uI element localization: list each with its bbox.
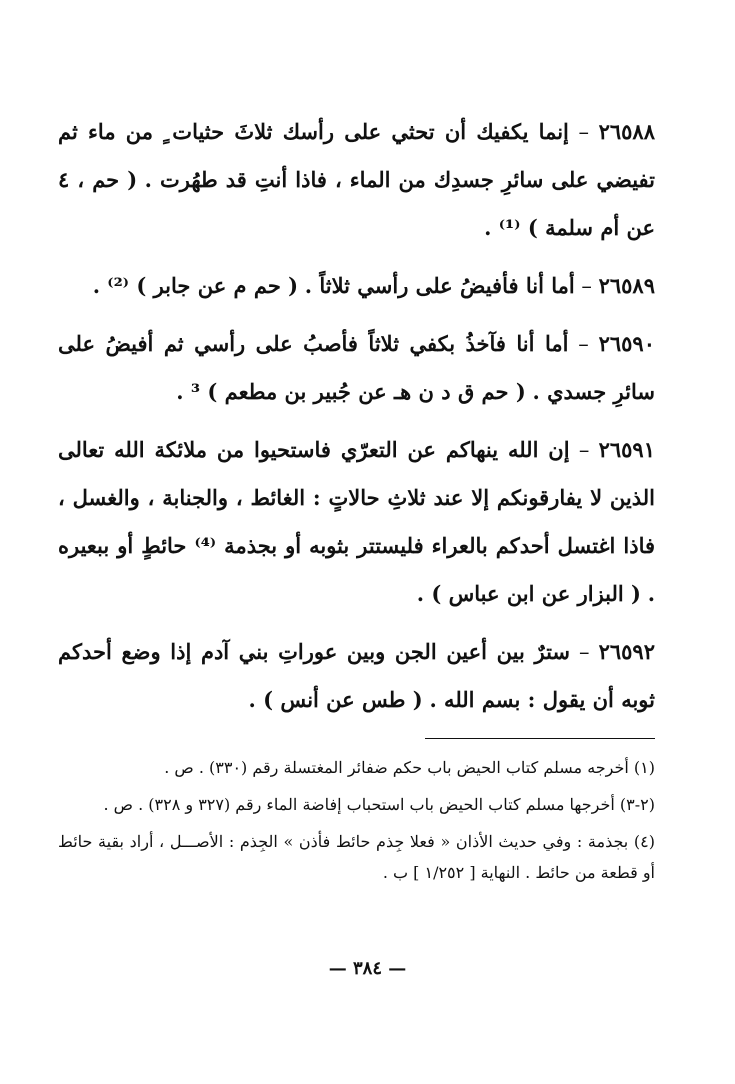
dash: – — [568, 120, 589, 144]
hadith-source: ( البزار عن ابن عباس ) . — [416, 581, 641, 606]
hadith-number: ٢٦٥٩١ — [598, 437, 655, 462]
page-number: — ٣٨٤ — — [328, 958, 407, 979]
hadith-number: ٢٦٥٩٢ — [598, 639, 655, 664]
dash: – — [570, 640, 590, 664]
hadith-number: ٢٦٥٨٨ — [598, 119, 655, 144]
dash: – — [568, 332, 589, 356]
hadith-number: ٢٦٥٩٠ — [598, 331, 655, 356]
footnote: (١) أخرجه مسلم كتاب الحيض باب حكم ضفائر المغتسلة رقم (٣٣٠) . ص . — [164, 758, 655, 777]
hadith-entry — [58, 628, 655, 724]
hadith-text: إنما يكفيك أن تحثي على رأسك ثلاثَ حثيات ٍ من ماء ثم تفيضي على سائرِ جسدِك من الماء ، فاذا أنتِ قد طهُرت . — [58, 119, 655, 192]
footnote-divider — [425, 738, 655, 739]
footnote: (٤) بجذمة : وفي حديث الأذان « فعلا جِذم حائط فأذن » الجِذم : الأصـــل ، أراد بقية حائط أو قطعة من حائط . النهاية [ ١/٢٥٢ ] ب . — [58, 832, 655, 882]
dash: – — [574, 274, 592, 298]
hadith-entry — [58, 426, 655, 618]
hadith-source: ( طس عن أنس ) . — [248, 687, 423, 712]
hadith-source: ( حم ق د ن هـ عن جُبير بن مطعم ) ³ . — [176, 379, 526, 404]
hadith-entry — [58, 108, 655, 252]
hadith-text: سترٌ بين أعين الجن وبين عوراتِ بني آدم إذا وضع أحدكم ثوبه أن يقول : بسم الله . — [58, 639, 655, 712]
hadith-source: ( حم م عن جابر ) ⁽²⁾ . — [92, 273, 299, 298]
hadith-text: إن الله ينهاكم عن التعرّي فاستحيوا من ملائكة الله تعالى الذين لا يفارقونكم إلا عند ثلاثِ حالاتٍ : الغائط ، والجنابة ، والغسل ، فاذا اغتسل أحدكم بالعراء فليستتر بثوبه أو بجذمة ⁽⁴⁾ حائطٍ أو ببعيره . — [58, 437, 655, 606]
hadith-entry — [58, 320, 655, 416]
dash: – — [569, 438, 590, 462]
footnotes — [58, 752, 655, 894]
hadith-number: ٢٦٥٨٩ — [598, 273, 655, 298]
hadith-text: أما أنا فأفيضُ على رأسي ثلاثاً . — [304, 273, 575, 298]
hadith-source: ( حم ، ٤ عن أم سلمة ) ⁽¹⁾ . — [58, 167, 655, 240]
hadith-text: أما أنا فآخذُ بكفي ثلاثاً فأصبُ على رأسي ثم أفيضُ على سائرِ جسدي . — [58, 331, 655, 404]
hadith-entry — [58, 262, 655, 310]
footnote: (٢-٣) أخرجها مسلم كتاب الحيض باب استحباب إفاضة الماء رقم (٣٢٧ و ٣٢٨) . ص . — [103, 795, 655, 814]
